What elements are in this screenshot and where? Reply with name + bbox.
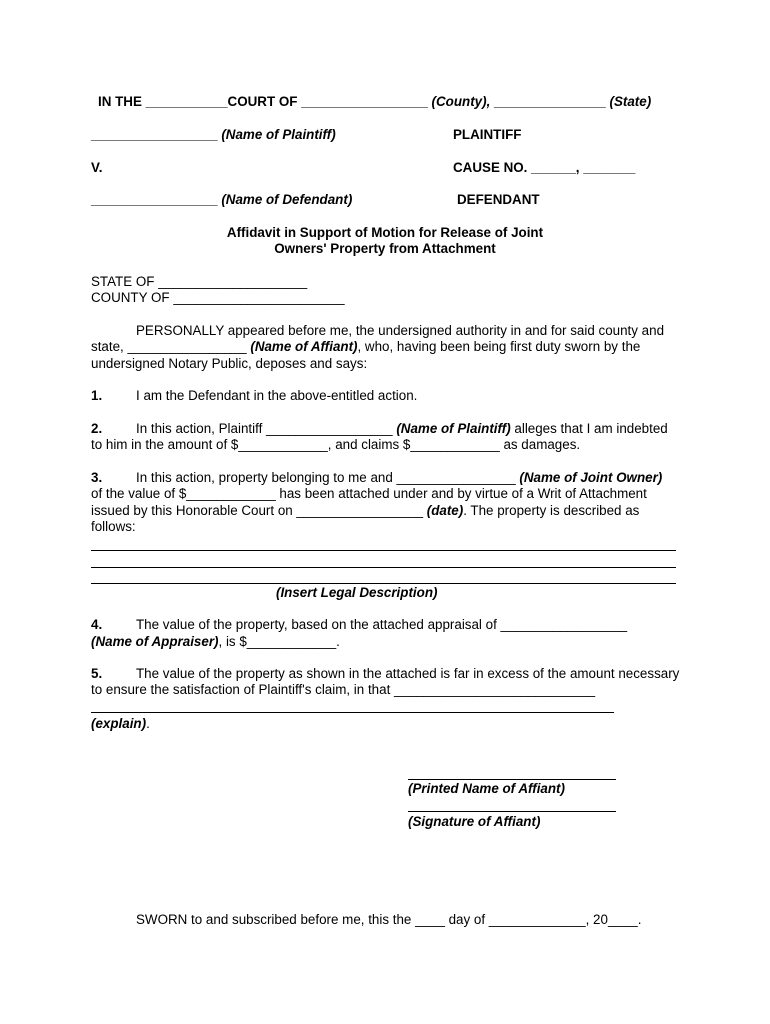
item-2-text-a: In this action, Plaintiff _________________ bbox=[136, 421, 397, 436]
defendant-blank: _________________ bbox=[91, 192, 218, 207]
item-5-paragraph: The value of the property as shown in the attached is far in excess of the amount necessary to ensure the satisfaction of Plaintiff's claim, in that ___________________________ bbox=[91, 666, 680, 698]
venue-state: STATE OF ____________________ bbox=[91, 274, 308, 289]
item-4-line-2 bbox=[91, 634, 340, 650]
item-4-line-1 bbox=[136, 617, 627, 633]
cause-number: CAUSE NO. ______, _______ bbox=[453, 160, 636, 175]
explain-label: (explain) bbox=[91, 716, 147, 731]
appraiser-name-label: (Name of Appraiser) bbox=[91, 634, 219, 649]
county-label: (County), bbox=[431, 94, 491, 109]
explain-line bbox=[91, 712, 614, 713]
item-5-number: 5. bbox=[91, 666, 103, 681]
item-1-number: 1. bbox=[91, 388, 103, 403]
plaintiff-blank: _________________ bbox=[91, 127, 218, 142]
defendant-name-line bbox=[91, 192, 352, 208]
item-3-text-e: . The property is described as follows: bbox=[91, 502, 640, 534]
document-title-line-2: Owners' Property from Attachment bbox=[274, 241, 496, 256]
item-3-text-c: of the value of $____________ has been attached under and by virtue of a Writ of Attachment issued by this Honorable Court on _________________ bbox=[91, 486, 647, 518]
item-3-paragraph bbox=[91, 470, 666, 535]
legal-description-label: (Insert Legal Description) bbox=[276, 585, 438, 600]
state-label: (State) bbox=[609, 94, 652, 109]
in-the-text: IN THE ___________ bbox=[98, 94, 228, 109]
court-line bbox=[98, 94, 651, 110]
intro-paragraph bbox=[91, 323, 681, 372]
legal-description-line-2 bbox=[91, 567, 676, 568]
item-3-joint-owner-label: (Name of Joint Owner) bbox=[519, 470, 663, 485]
item-3-number: 3. bbox=[91, 470, 103, 485]
defendant-label: DEFENDANT bbox=[457, 192, 540, 207]
intro-text-start: PERSONALLY appeared before me, the undersigned authority in and for said county and state, ________________ bbox=[91, 323, 665, 355]
explain-line-label bbox=[91, 716, 150, 732]
printed-name-line bbox=[408, 779, 616, 780]
signature-label: (Signature of Affiant) bbox=[408, 814, 541, 829]
sworn-statement: SWORN to and subscribed before me, this the ____ day of _____________, 20____. bbox=[136, 912, 642, 927]
legal-description-line-1 bbox=[91, 550, 676, 551]
plaintiff-name-label: (Name of Plaintiff) bbox=[221, 127, 336, 142]
defendant-name-label: (Name of Defendant) bbox=[221, 192, 353, 207]
legal-description-line-3 bbox=[91, 583, 676, 584]
court-of-text: COURT OF _________________ bbox=[227, 94, 428, 109]
printed-name-label: (Printed Name of Affiant) bbox=[408, 781, 565, 796]
item-2-paragraph bbox=[91, 421, 681, 454]
item-4-text-d: , is $____________. bbox=[218, 634, 340, 649]
signature-line bbox=[408, 811, 616, 812]
intro-text-end: , who, having been being first duty sworn by the undersigned Notary Public, deposes and says: bbox=[91, 339, 641, 371]
state-blank: _______________ bbox=[494, 94, 606, 109]
affiant-name-label: (Name of Affiant) bbox=[250, 339, 358, 355]
explain-period: . bbox=[146, 716, 150, 731]
item-2-text-c: alleges that I am indebted to him in the amount of $____________, and claims $____________ as damages. bbox=[91, 421, 668, 453]
item-2-number: 2. bbox=[91, 421, 103, 436]
item-1-text: I am the Defendant in the above-entitled action. bbox=[136, 388, 418, 403]
item-4-number: 4. bbox=[91, 617, 103, 632]
item-4-text-a: The value of the property, based on the attached appraisal of bbox=[136, 617, 501, 632]
appraiser-blank: _________________ bbox=[500, 617, 628, 632]
item-3-date-label: (date) bbox=[426, 502, 464, 518]
item-3-text-a: In this action, property belonging to me and ________________ bbox=[136, 470, 520, 485]
plaintiff-name-line bbox=[91, 127, 336, 143]
item-2-plaintiff-label: (Name of Plaintiff) bbox=[396, 421, 511, 436]
plaintiff-label: PLAINTIFF bbox=[453, 127, 522, 142]
document-title-line-1: Affidavit in Support of Motion for Release of Joint bbox=[226, 225, 544, 240]
venue-county: COUNTY OF _______________________ bbox=[91, 290, 345, 305]
versus-label: V. bbox=[91, 160, 103, 175]
